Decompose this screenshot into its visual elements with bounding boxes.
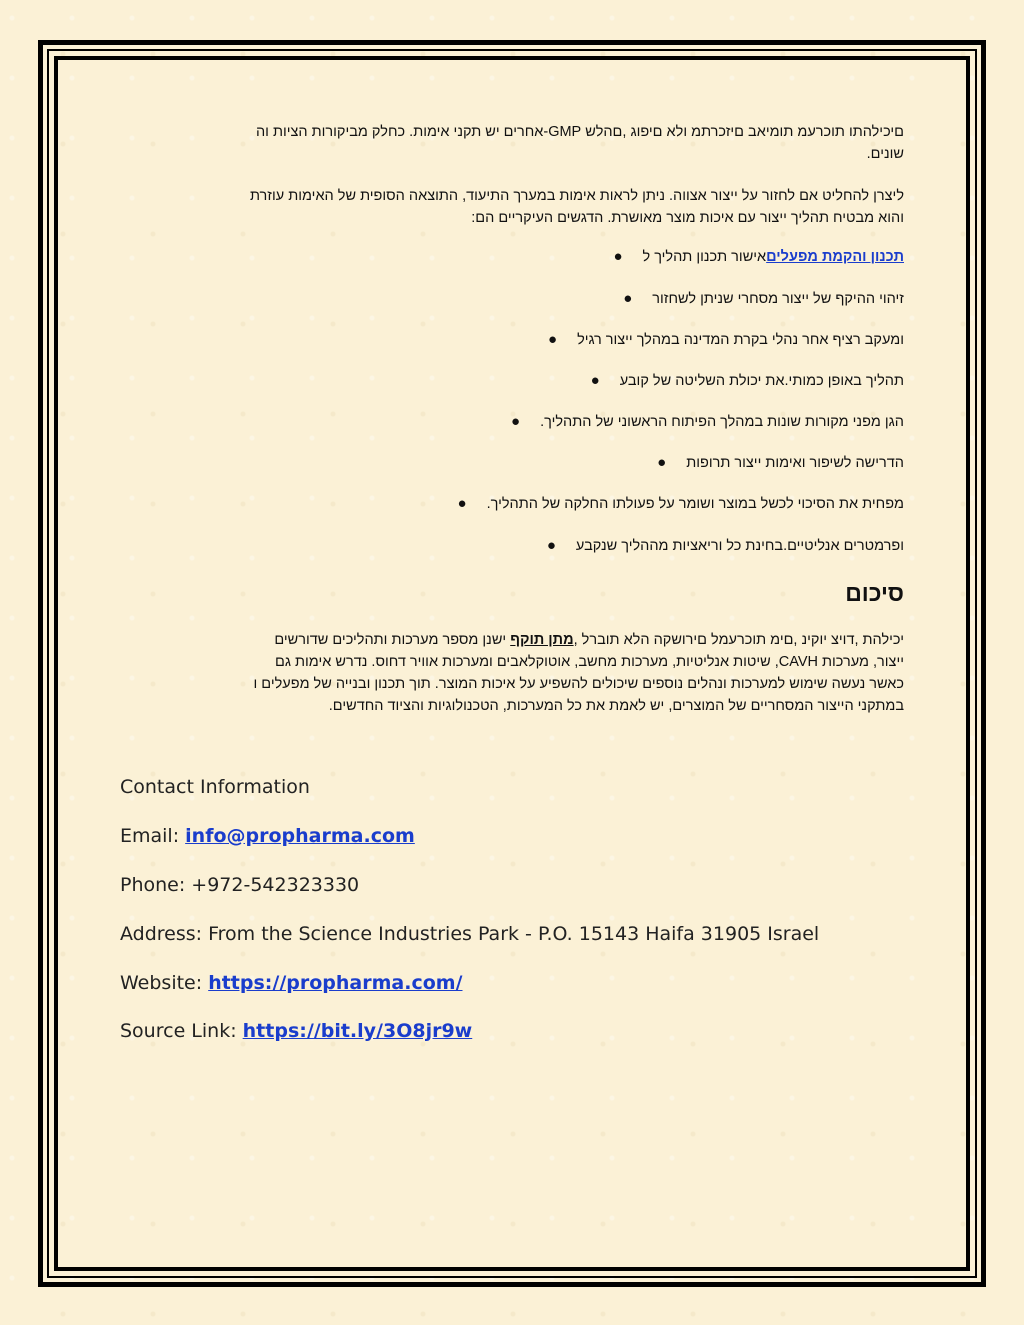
paragraph-line: ייצור, מערכות CAVH, שיטות אנליטיות, מערכות מחשב, אוטוקלאבים ומערכות אוויר דחוס. נדרש אימות גם: [275, 654, 904, 670]
paragraph-line: ליצרן להחליט אם לחזור על ייצור אצווה. ניתן לראות אימות במערך התיעוד, התוצאה הסופית של האימות עוזרת: [249, 188, 904, 204]
phone-text: Phone: +972-542323330: [120, 874, 360, 896]
website-row: [120, 972, 463, 994]
paragraph-line: [114, 629, 904, 651]
bullet-icon: ●: [613, 248, 623, 265]
address-text: Address: From the Science Industries Park - P.O. 15143 Haifa 31905 Israel: [120, 923, 820, 945]
paragraph-validation: [124, 185, 904, 229]
paragraph-line: םיכילהתו תוכרעמ תומיאב םיזכרתמ ולא םיפוג ,םהלש GMP-אחרים יש תקני אימות. כחלק מביקורות הציות וה: [255, 124, 904, 140]
bullet-text: הגן מפני מקורות שונות במהלך הפיתוח הראשוני של התהליך.: [540, 414, 904, 430]
bullet-item: [623, 289, 904, 309]
bullet-text: מפחית את הסיכוי לכשל במוצר ושומר על פעולתו החלקה של התהליך.: [486, 496, 904, 512]
email-label: Email:: [120, 825, 186, 847]
bullet-item: [591, 371, 904, 391]
summary-heading: סיכום: [845, 580, 904, 606]
paragraph-compliance: [124, 121, 904, 165]
paragraph-line: שונים.: [866, 146, 904, 162]
bullet-text: הדרישה לשיפור ואימות ייצור תרופות: [686, 455, 904, 471]
bullet-text: זיהוי ההיקף של ייצור מסחרי שניתן לשחזור: [652, 291, 904, 307]
bullet-icon: ●: [511, 413, 521, 430]
bullet-text: ומעקב רציף אחר נהלי בקרת המדינה במהלך ייצור רגיל: [577, 332, 904, 348]
contact-title: Contact Information: [120, 776, 310, 798]
validation-link[interactable]: מתן תוקף: [510, 632, 574, 648]
bullet-icon: ●: [657, 454, 667, 471]
bullet-text: ופרמטרים אנליטיים.בחינת כל וריאציות מההליך שנקבע: [575, 538, 904, 554]
email-link[interactable]: info@propharma.com: [185, 825, 415, 847]
website-label: Website:: [120, 972, 209, 994]
summary-text: ישנן מספר מערכות ותהליכים שדורשים: [274, 632, 511, 648]
bullet-icon: ●: [590, 372, 600, 389]
email-row: [120, 825, 415, 847]
bullet-item: [511, 412, 904, 432]
paragraph-line: כאשר נעשה שימוש למערכות ונהלים נוספים שיכולים להשפיע על איכות המוצר. תוך תכנון ובנייה של מפעלים ו: [253, 676, 904, 692]
source-row: [120, 1020, 472, 1042]
bullet-item: [613, 247, 904, 267]
bullet-icon: ●: [623, 290, 633, 307]
bullet-item: [657, 453, 904, 473]
paragraph-line: והוא מבטיח תהליך ייצור עם איכות מוצר מאושרת. הדגשים העיקריים הם:: [471, 210, 904, 226]
bullet-icon: ●: [548, 331, 558, 348]
bullet-icon: ●: [457, 495, 467, 512]
bullet-item: [548, 330, 904, 350]
source-label: Source Link:: [120, 1020, 243, 1042]
plant-design-link[interactable]: תכנון והקמת מפעלים: [766, 249, 904, 265]
summary-paragraph: [114, 629, 904, 717]
website-link[interactable]: https://propharma.com/: [208, 972, 463, 994]
bullet-icon: ●: [546, 537, 556, 554]
bullet-text: תהליך באופן כמותי.את יכולת השליטה של קובע: [619, 373, 904, 389]
bullet-text: אישור תכנון תהליך ל: [642, 249, 767, 265]
paragraph-line: במתקני הייצור המסחריים של המוצרים, יש לאמת את כל המערכות, הטכנולוגיות והציוד החדשים.: [328, 698, 904, 714]
bullet-item: [547, 536, 904, 556]
summary-text: יכילהת ,דויצ יוקינ ,םימ תוכרעמל םירושקה הלא תוברל ,: [573, 632, 904, 648]
source-link[interactable]: https://bit.ly/3O8jr9w: [242, 1020, 473, 1042]
bullet-item: [458, 494, 904, 514]
